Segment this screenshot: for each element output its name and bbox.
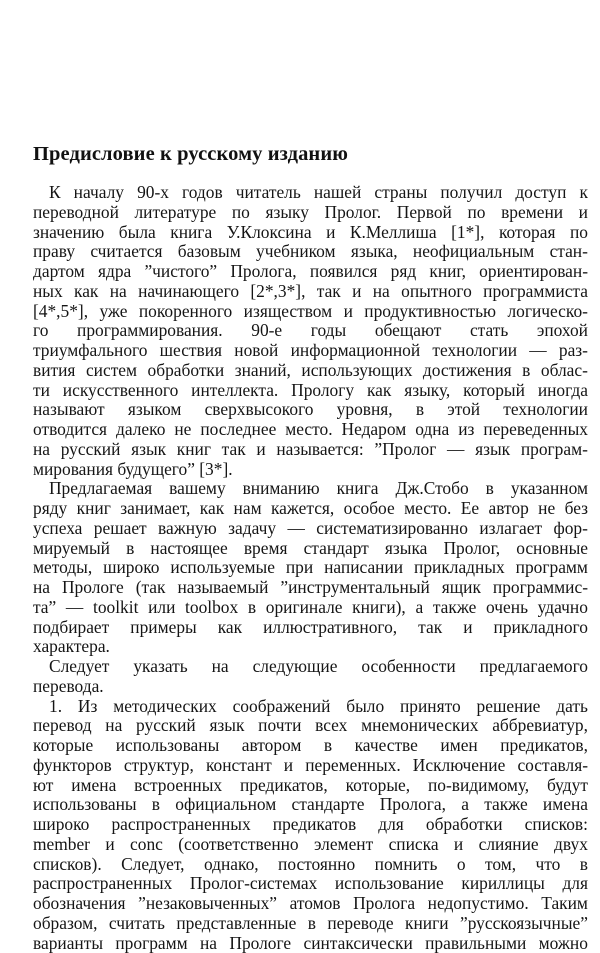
text-line: на Прологе (так называемый ”инструментальный ящик программис- — [33, 578, 588, 598]
text-line: успеха решает важную задачу — систематизированно излагает фор- — [33, 519, 588, 539]
text-line: называют языком сверхвысокого уровня, в этой технологии — [33, 400, 588, 420]
text-line: вития систем обработки знаний, использующих достижения в облас- — [33, 361, 588, 381]
text-line: К началу 90-х годов читатель нашей страны получил доступ к — [33, 183, 588, 203]
body-text — [33, 183, 588, 953]
text-line: варианты программ на Прологе синтаксически правильными можно — [33, 934, 588, 953]
text-line: мируемый в настоящее время стандарт языка Пролог, основные — [33, 539, 588, 559]
text-line: ют имена встроенных предикатов, которые, по-видимому, будут — [33, 776, 588, 796]
text-line: методы, широко используемые при написании прикладных программ — [33, 558, 588, 578]
text-line: функторов структур, констант и переменных. Исключение составля- — [33, 756, 588, 776]
text-line: широко распространенных предикатов для обработки списков: — [33, 815, 588, 835]
text-line: 1. Из методических соображений было принято решение дать — [33, 697, 588, 717]
text-line: ных как на начинающего [2*,3*], так и на опытного программиста — [33, 282, 588, 302]
text-line: та” — toolkit или toolbox в оригинале книги), а также очень удачно — [33, 598, 588, 618]
text-line: характера. — [33, 637, 588, 657]
text-line: переводной литературе по языку Пролог. Первой по времени и — [33, 203, 588, 223]
text-line: [4*,5*], уже покоренного изяществом и продуктивностью логическо- — [33, 302, 588, 322]
text-line: значению была книга У.Клоксина и К.Меллиша [1*], которая по — [33, 223, 588, 243]
text-line: Следует указать на следующие особенности предлагаемого — [33, 657, 588, 677]
text-line: обозначения ”незаковыченных” атомов Пролога недопустимо. Таким — [33, 894, 588, 914]
text-line: списков). Следует, однако, постоянно помнить о том, что в — [33, 855, 588, 875]
text-line: го программирования. 90-е годы обещают стать эпохой — [33, 321, 588, 341]
text-line: подбирает примеры как иллюстративного, так и прикладного — [33, 618, 588, 638]
text-line: которые использованы автором в качестве имен предикатов, — [33, 736, 588, 756]
text-line: триумфального шествия новой информационной технологии — раз- — [33, 341, 588, 361]
text-line: ряду книг занимает, как нам кажется, особое место. Ее автор не без — [33, 499, 588, 519]
text-line: использованы в официальном стандарте Пролога, а также имена — [33, 795, 588, 815]
text-line: ти искусственного интеллекта. Прологу как языку, который иногда — [33, 381, 588, 401]
text-line: перевода. — [33, 677, 588, 697]
text-line: распространенных Пролог-системах использование кириллицы для — [33, 874, 588, 894]
text-line: member и conc (соответственно элемент списка и слияние двух — [33, 835, 588, 855]
text-line: перевод на русский язык почти всех мнемонических аббревиатур, — [33, 716, 588, 736]
text-line: праву считается базовым учебником языка, неофициальным стан- — [33, 242, 588, 262]
text-line: Предлагаемая вашему вниманию книга Дж.Стобо в указанном — [33, 479, 588, 499]
section-title: Предисловие к русскому изданию — [33, 143, 348, 166]
text-line: образом, считать представленные в переводе книги ”русскоязычные” — [33, 914, 588, 934]
text-line: дартом ядра ”чистого” Пролога, появился ряд книг, ориентирован- — [33, 262, 588, 282]
text-line: отводится далеко не последнее место. Недаром одна из переведенных — [33, 420, 588, 440]
text-line: на русский язык книг так и называется: ”Пролог — язык програм- — [33, 440, 588, 460]
text-line: мирования будущего” [3*]. — [33, 460, 588, 480]
